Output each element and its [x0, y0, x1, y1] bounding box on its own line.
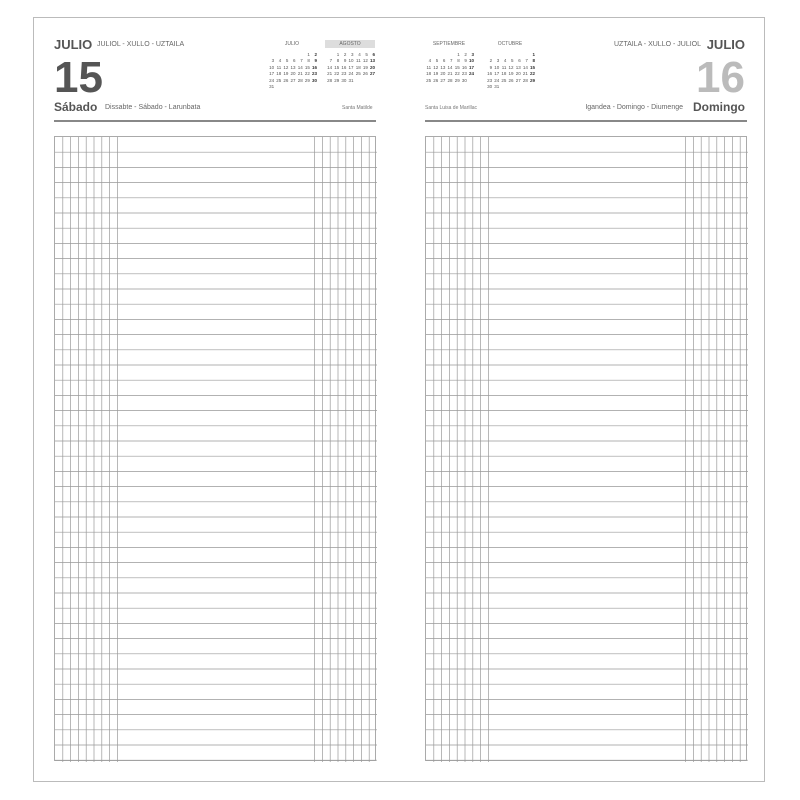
- calendar-day: 3: [271, 58, 275, 64]
- calendar-day: 18: [426, 71, 432, 77]
- calendar-day: 18: [276, 71, 282, 77]
- calendar-day: 20: [515, 71, 521, 77]
- calendar-day: 15: [304, 64, 310, 70]
- calendar-day: [281, 84, 288, 90]
- calendar-day: 16: [341, 64, 347, 70]
- calendar-day: 10: [348, 58, 354, 64]
- calendar-day: 4: [503, 58, 507, 64]
- month-translations: JULIOL - XULLO - UZTAILA: [97, 41, 185, 48]
- calendar-day: 24: [348, 71, 354, 77]
- calendar-day: [296, 84, 303, 90]
- calendar-day: 16: [487, 71, 493, 77]
- month-title: JULIO: [54, 37, 93, 52]
- calendar-day: 1: [336, 52, 340, 57]
- ruled-grid: [54, 136, 376, 761]
- calendar-day: [467, 78, 474, 84]
- calendar-day: 20: [369, 64, 375, 70]
- calendar-day: 21: [297, 71, 303, 77]
- calendar-day: 12: [283, 64, 289, 70]
- calendar-day: 8: [457, 58, 460, 64]
- calendar-day: 6: [518, 58, 521, 64]
- calendar-day: 27: [440, 77, 446, 83]
- calendar-day: 6: [442, 58, 446, 64]
- calendar-day: 27: [515, 77, 521, 83]
- calendar-day: 21: [447, 71, 453, 77]
- calendar-day: [521, 84, 528, 90]
- calendar-day: 13: [515, 64, 521, 70]
- mini-calendar-title: JULIO: [284, 41, 300, 47]
- calendar-day: 29: [529, 77, 535, 83]
- calendar-day: 10: [468, 58, 474, 64]
- calendar-day: 5: [365, 52, 368, 57]
- calendar-day: 25: [355, 71, 361, 77]
- calendar-day: 30: [341, 77, 347, 83]
- right-page: [400, 0, 800, 800]
- calendar-day: 21: [327, 71, 333, 77]
- calendar-day: 26: [362, 71, 368, 77]
- calendar-day: 26: [433, 77, 439, 83]
- calendar-day: 24: [468, 71, 474, 77]
- calendar-day: 17: [494, 71, 500, 77]
- calendar-day: 19: [362, 64, 368, 70]
- calendar-day: 9: [489, 64, 493, 70]
- calendar-day: 1: [532, 52, 535, 57]
- calendar-day: 19: [508, 71, 514, 77]
- calendar-day: 8: [307, 58, 310, 64]
- calendar-day: 21: [522, 71, 528, 77]
- calendar-day: 22: [304, 71, 310, 77]
- calendar-day: 2: [343, 52, 347, 57]
- mini-calendar: [485, 40, 535, 90]
- calendar-day: 19: [433, 71, 439, 77]
- saint-of-day: Santa Matilde: [342, 105, 373, 111]
- calendar-day: 28: [447, 77, 453, 83]
- calendar-day: 15: [529, 64, 535, 70]
- calendar-day: 13: [290, 64, 296, 70]
- calendar-day: [528, 84, 535, 90]
- mini-calendar: [325, 40, 375, 84]
- calendar-day: 23: [341, 71, 347, 77]
- calendar-day: 7: [329, 58, 333, 64]
- calendar-day: 11: [276, 64, 282, 70]
- day-translations: Igandea - Domingo - Diumenge: [585, 104, 683, 111]
- calendar-day: 15: [454, 64, 460, 70]
- calendar-day: 14: [327, 64, 333, 70]
- saint-of-day: Santa Luisa de Marillac: [425, 105, 477, 111]
- calendar-day: 31: [494, 83, 500, 89]
- calendar-day: 12: [433, 64, 439, 70]
- mini-calendar-days: [325, 52, 375, 84]
- calendar-day: 7: [525, 58, 528, 64]
- day-number: 15: [54, 53, 103, 102]
- calendar-day: 22: [454, 71, 460, 77]
- calendar-day: 27: [290, 77, 296, 83]
- calendar-day: 7: [450, 58, 453, 64]
- calendar-day: 9: [314, 58, 317, 64]
- mini-calendar-days: [424, 52, 474, 84]
- calendar-day: 28: [327, 77, 333, 83]
- mini-calendar-title: OCTUBRE: [497, 41, 523, 47]
- calendar-day: 9: [464, 58, 467, 64]
- calendar-day: 14: [297, 64, 303, 70]
- calendar-day: 10: [494, 64, 500, 70]
- mini-calendar-title: AGOSTO: [325, 40, 375, 48]
- calendar-day: [499, 84, 506, 90]
- calendar-day: 5: [511, 58, 514, 64]
- calendar-day: 19: [283, 71, 289, 77]
- calendar-day: [361, 78, 368, 84]
- calendar-day: 2: [489, 58, 493, 64]
- calendar-day: 16: [461, 64, 467, 70]
- calendar-day: 29: [454, 77, 460, 83]
- calendar-day: 20: [440, 71, 446, 77]
- grid-lines: [55, 137, 377, 762]
- calendar-day: 30: [311, 77, 317, 83]
- calendar-day: 12: [362, 58, 368, 64]
- calendar-day: 8: [336, 58, 340, 64]
- calendar-day: [354, 78, 361, 84]
- calendar-day: 13: [440, 64, 446, 70]
- mini-calendar-days: [267, 52, 317, 90]
- calendar-day: 1: [307, 52, 310, 57]
- mini-calendar-days: [485, 52, 535, 90]
- calendar-day: 4: [358, 52, 361, 57]
- calendar-day: 30: [461, 77, 467, 83]
- calendar-day: 24: [269, 77, 275, 83]
- calendar-day: 15: [334, 64, 340, 70]
- calendar-day: 29: [304, 77, 310, 83]
- calendar-day: [506, 84, 513, 90]
- calendar-day: 22: [334, 71, 340, 77]
- calendar-day: 11: [426, 64, 432, 70]
- calendar-day: 4: [428, 58, 432, 64]
- calendar-day: 11: [501, 64, 507, 70]
- calendar-day: 28: [297, 77, 303, 83]
- calendar-day: 31: [269, 83, 275, 89]
- day-name: Domingo: [693, 100, 745, 114]
- calendar-day: 17: [468, 64, 474, 70]
- calendar-day: [274, 84, 281, 90]
- month-title: JULIO: [706, 37, 745, 52]
- day-number: 16: [696, 53, 745, 102]
- calendar-day: 13: [369, 58, 375, 64]
- calendar-day: 8: [532, 58, 535, 64]
- calendar-day: 18: [501, 71, 507, 77]
- calendar-day: 20: [290, 71, 296, 77]
- calendar-day: 6: [372, 52, 375, 57]
- calendar-day: 25: [276, 77, 282, 83]
- calendar-day: 30: [487, 83, 493, 89]
- mini-calendar-title: SEPTIEMBRE: [432, 41, 466, 47]
- calendar-day: 27: [369, 71, 375, 77]
- calendar-day: 12: [508, 64, 514, 70]
- calendar-day: 28: [522, 77, 528, 83]
- calendar-day: 7: [300, 58, 303, 64]
- calendar-day: 18: [355, 64, 361, 70]
- day-translations: Dissabte - Sábado - Larunbata: [105, 104, 201, 111]
- calendar-day: 1: [457, 52, 460, 57]
- calendar-day: 23: [461, 71, 467, 77]
- calendar-day: 26: [283, 77, 289, 83]
- calendar-day: [288, 84, 295, 90]
- calendar-day: 2: [464, 52, 467, 57]
- calendar-day: 5: [435, 58, 439, 64]
- calendar-day: 2: [314, 52, 317, 57]
- calendar-day: 31: [348, 77, 354, 83]
- calendar-day: 6: [293, 58, 296, 64]
- calendar-day: 25: [501, 77, 507, 83]
- calendar-day: 3: [496, 58, 500, 64]
- grid-lines: [426, 137, 748, 762]
- mini-calendar: [267, 40, 317, 90]
- calendar-day: [514, 84, 521, 90]
- calendar-day: [303, 84, 310, 90]
- calendar-day: 14: [522, 64, 528, 70]
- calendar-day: 26: [508, 77, 514, 83]
- month-translations: UZTAILA - XULLO - JULIOL: [613, 41, 701, 48]
- calendar-day: [368, 78, 375, 84]
- calendar-day: 17: [348, 64, 354, 70]
- calendar-day: 3: [471, 52, 474, 57]
- calendar-day: 4: [278, 58, 282, 64]
- mini-calendar: [424, 40, 474, 84]
- calendar-day: 23: [311, 71, 317, 77]
- calendar-day: 9: [343, 58, 347, 64]
- calendar-day: 24: [494, 77, 500, 83]
- header-rule: [425, 120, 747, 122]
- calendar-day: 16: [311, 64, 317, 70]
- calendar-day: 14: [447, 64, 453, 70]
- calendar-day: 25: [426, 77, 432, 83]
- calendar-day: 22: [529, 71, 535, 77]
- header-rule: [54, 120, 376, 122]
- calendar-day: 23: [487, 77, 493, 83]
- calendar-day: 11: [356, 58, 361, 64]
- calendar-day: 29: [334, 77, 340, 83]
- ruled-grid: [425, 136, 747, 761]
- calendar-day: 17: [269, 71, 275, 77]
- calendar-day: 3: [351, 52, 354, 57]
- calendar-day: 5: [285, 58, 289, 64]
- calendar-day: [310, 84, 317, 90]
- calendar-day: 10: [269, 64, 275, 70]
- day-name: Sábado: [54, 100, 98, 114]
